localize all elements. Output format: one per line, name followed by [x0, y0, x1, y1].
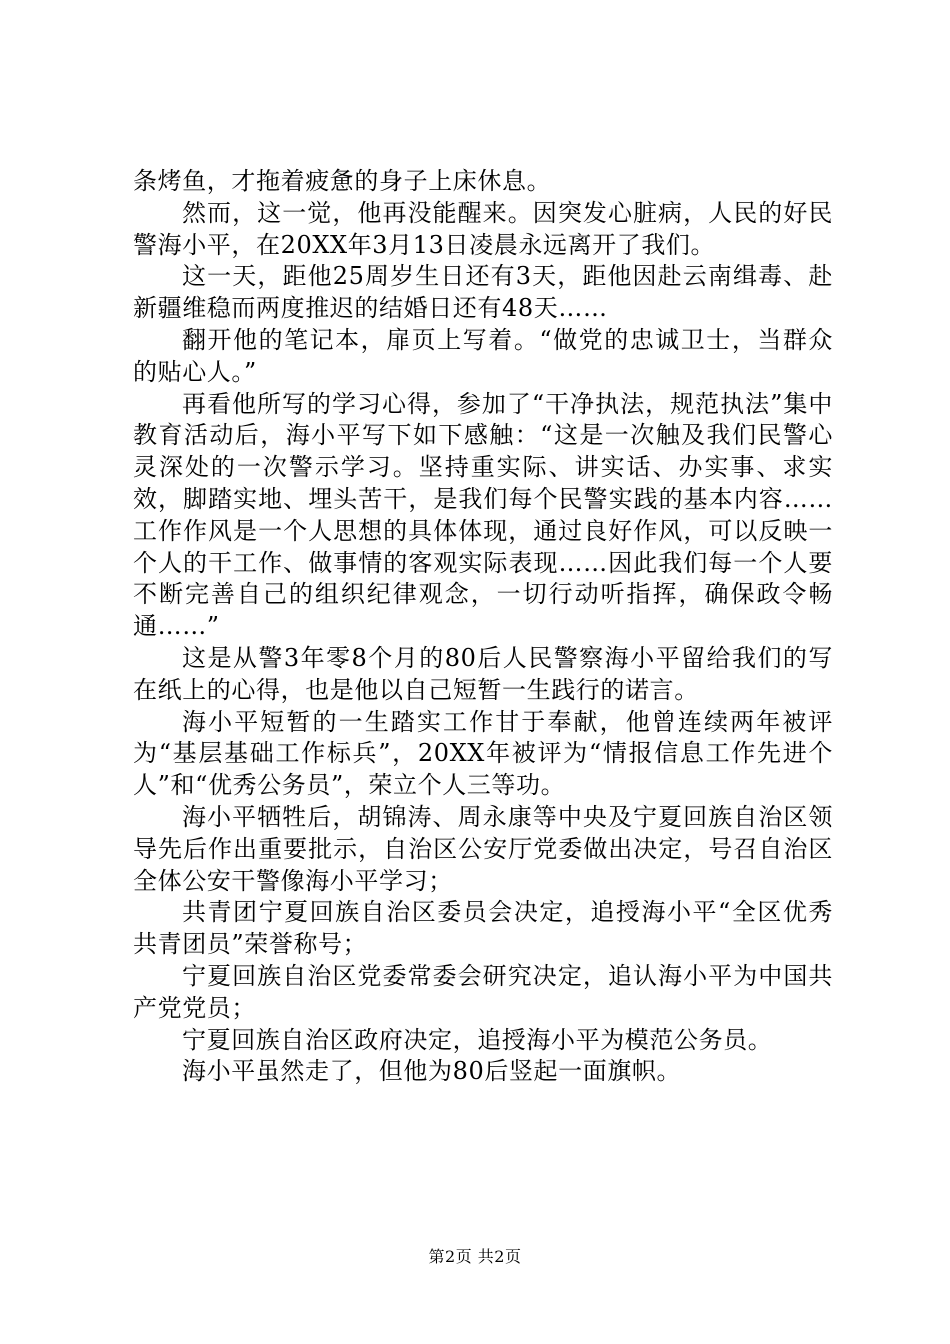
paragraph: 这一天，距他25周岁生日还有3天，距他因赴云南缉毒、赴新疆维稳而两度推迟的结婚日还有48天……	[133, 262, 833, 323]
paragraph: 共青团宁夏回族自治区委员会决定，追授海小平“全区优秀共青团员”荣誉称号；	[133, 898, 833, 959]
paragraph: 翻开他的笔记本，扉页上写着。“做党的忠诚卫士，当群众的贴心人。”	[133, 325, 833, 386]
paragraph: 海小平短暂的一生踏实工作甘于奉献，他曾连续两年被评为“基层基础工作标兵”，20XX年被评为“情报信息工作先进个人”和“优秀公务员”，荣立个人三等功。	[133, 707, 833, 800]
paragraph: 宁夏回族自治区党委常委会研究决定，追认海小平为中国共产党党员；	[133, 961, 833, 1022]
paragraph: 宁夏回族自治区政府决定，追授海小平为模范公务员。	[182, 1025, 773, 1054]
page-footer: 第2页 共2页	[428, 1247, 522, 1266]
paragraph: 海小平虽然走了，但他为80后竖起一面旗帜。	[182, 1057, 682, 1086]
paragraph: 条烤鱼，才拖着疲惫的身子上床休息。	[133, 167, 552, 195]
paragraph: 再看他所写的学习心得，参加了“干净执法，规范执法”集中教育活动后，海小平写下如下感触：“这是一次触及我们民警心灵深处的一次警示学习。坚持重实际、讲实话、办实事、求实效，脚踏实地、埋头苦干，是我们每个民警实践的基本内容……工作作风是一个人思想的具体体现，通过良好作风，可以反映一个人的干工作、做事情的客观实际表现……因此我们每一个人要不断完善自己的组织纪律观念，一切行动听指挥，确保政令畅通……”	[133, 389, 833, 641]
document-body	[133, 166, 833, 1088]
paragraph: 然而，这一觉，他再没能醒来。因突发心脏病，人民的好民警海小平，在20XX年3月13日凌晨永远离开了我们。	[133, 198, 833, 259]
paragraph: 海小平牺牲后，胡锦涛、周永康等中央及宁夏回族自治区领导先后作出重要批示，自治区公安厅党委做出决定，号召自治区全体公安干警像海小平学习；	[133, 802, 833, 895]
paragraph: 这是从警3年零8个月的80后人民警察海小平留给我们的写在纸上的心得，也是他以自己短暂一生践行的诺言。	[133, 643, 833, 704]
